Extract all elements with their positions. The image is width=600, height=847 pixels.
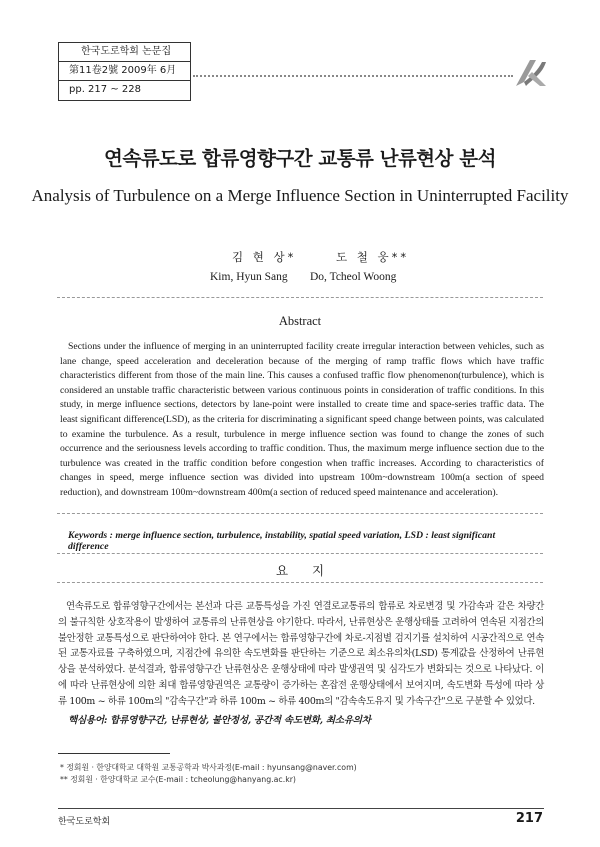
- header-dotted-rule: [193, 75, 513, 77]
- journal-name: 한국도로학회 논문집: [59, 43, 190, 62]
- keywords-english: Keywords : merge influence section, turbulence, instability, spatial speed variation, LSD : least significant difference: [68, 530, 496, 552]
- journal-pages: pp. 217 ~ 228: [69, 84, 141, 95]
- abstract-body: Sections under the influence of merging in an uninterrupted facility create irregular interaction between vehicles, such as lane change, speed acceleration and deceleration because of the merging of ramp traffic flows which have traffic characteristics different from those of the main line. This causes a confused traffic flow phenomenon(turbulence), which is considered an unstable traffic characteristic between various continuous points in consideration of traffic conditions. In this study, in merge influence sections, detectors by lane-point were installed to create time and space-series traffic data. The least significant difference(LSD), as the criteria for discriminating a significant speed change between points, was calculated to examine the turbulence. As a result, turbulence in merge influence section was found to change the zones of such occurrence and the seriousness levels according to traffic condition. Thus, the maximum merge influence section due to the turbulence was created in the traffic condition before congestion when traffic increases. According to characteristics of changes in speed, merge influence section was divided into upstream 100m~downstream 100m(a section of speed reduction), and downstream 100m~downstream 400m(a section of reduced speed maintenance and acceleration).: [60, 341, 544, 498]
- footnote-2: ** 정회원 · 한양대학교 교수(E-mail : tcheolung@hanyang.ac.kr): [60, 775, 296, 784]
- korean-abstract-body: 연속류도로 합류영향구간에서는 본선과 다른 교통특성을 가진 연결로교통류의 합류로 차로변경 및 가감속과 같은 차량간의 불규칙한 상호작용이 발생하여 교통류의 난류현상을 야기한다. 따라서, 난류현상은 운행상태를 고려하여 연속된 지점간의 불안정한 교통특성으로 판단하여야 한다. 본 연구에서는 합류영향구간에 차로-지점별 검지기를 설치하여 시공간적으로 연속된 교통자료를 구축하였으며, 지점간에 유의한 속도변화를 판단하는 기준으로 최소유의차(LSD) 통계값을 산정하여 난류현상을 분석하였다. 분석결과, 합류영향구간 난류현상은 운행상태에 따라 발생권역 및 심각도가 변화되는 것으로 나타났다. 이에 따라 난류현상에 의한 최대 합류영향권역은 교통량이 증가하는 혼잡전 운행상태에서 보여지며, 속도변화 특성에 따라 상류 100m ~ 하류 100m의 "감속구간"과 하류 100m ~ 하류 400m의 "감속속도유지 및 가속구간"으로 구분할 수 있었다.: [58, 601, 544, 707]
- separator: [57, 297, 543, 298]
- society-logo-icon: [512, 56, 548, 90]
- footnotes: [60, 762, 357, 786]
- abstract-heading: Abstract: [278, 314, 322, 328]
- footnote-rule: [58, 753, 170, 754]
- title-english: Analysis of Turbulence on a Merge Influence Section in Uninterrupted Facility: [31, 186, 569, 205]
- separator: [57, 582, 543, 583]
- title-korean: 연속류도로 합류영향구간 교통류 난류현상 분석: [104, 147, 496, 170]
- korean-abstract-heading: 요 지: [275, 563, 335, 578]
- separator: [57, 553, 543, 554]
- journal-info-box: [58, 42, 191, 101]
- author-2-english: Do, Tcheol Woong: [310, 271, 397, 283]
- footer-rule: [58, 808, 544, 809]
- author-2-korean: 도 철 웅**: [336, 250, 410, 264]
- footer-society-name: 한국도로학회: [58, 817, 111, 827]
- footnote-1: * 정회원 · 한양대학교 대학원 교통공학과 박사과정(E-mail : hyunsang@naver.com): [60, 763, 357, 772]
- separator: [57, 513, 543, 514]
- page-number: 217: [515, 811, 543, 826]
- author-1-korean: 김 현 상*: [232, 250, 297, 264]
- keywords-korean: 핵심용어: 합류영향구간, 난류현상, 불안정성, 공간적 속도변화, 최소유의차: [68, 715, 371, 726]
- author-1-english: Kim, Hyun Sang: [210, 271, 288, 283]
- journal-issue: 第11卷2號 2009年 6月: [59, 62, 190, 81]
